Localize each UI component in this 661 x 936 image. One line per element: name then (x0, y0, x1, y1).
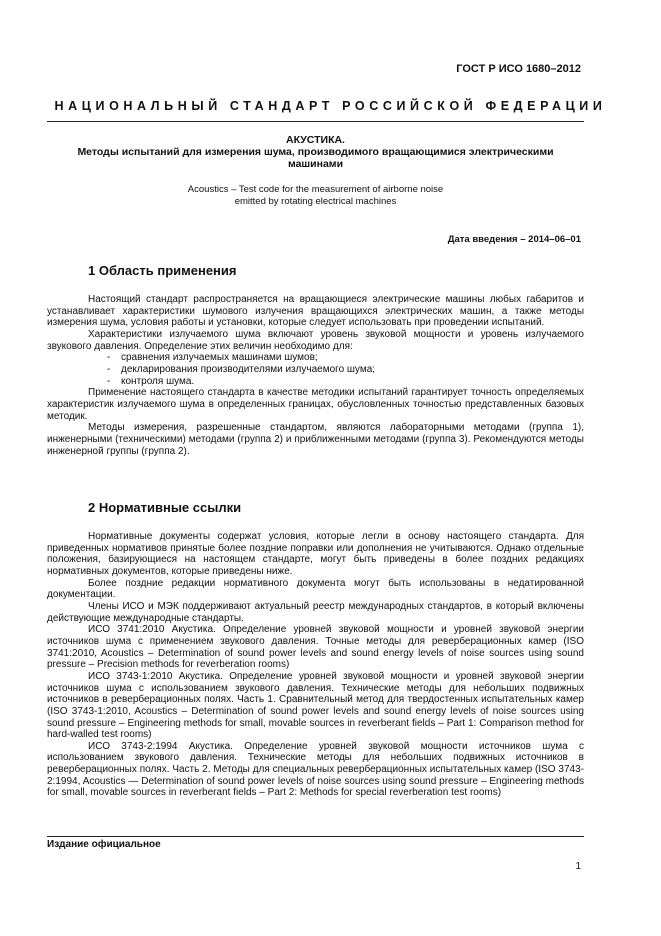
title-en-line1: Acoustics – Test code for the measurement of airborne noise (187, 184, 444, 195)
paragraph: Более поздние редакции нормативного документа могут быть использованы в недатированной документации. (47, 577, 584, 601)
section-1-heading: 1 Область применения (88, 263, 237, 278)
bottom-divider (47, 836, 584, 837)
section-2-body (47, 531, 584, 799)
paragraph: Методы измерения, разрешенные стандартом, являются лабораторными методами (группа 1), инженерными (техническими) методами (группа 2) и приближенными методами (группа 3). Рекомендуются методы инженерной группы (группа 2). (47, 422, 584, 457)
list-item (47, 376, 584, 388)
list-item (47, 352, 584, 364)
paragraph: Характеристики излучаемого шума включают уровень звуковой мощности и уровень излучаемого звукового давления. Определение этих величин необходимо для: (47, 328, 584, 352)
title-ru-line3: машинами (287, 158, 344, 170)
bullet-marker: - (107, 375, 111, 387)
list-item-text: контроля шума. (121, 375, 195, 387)
title-en-line2: emitted by rotating electrical machines (234, 196, 397, 207)
section-1-body (47, 294, 584, 457)
official-edition-label: Издание официальное (47, 839, 161, 850)
paragraph: Настоящий стандарт распространяется на вращающиеся электрические машины любых габаритов и устанавливает характеристики шумового излучения вращающихся электрических машин, а также методы измерения шума, условия работы и установки, которые следует использовать при проведении испытаний. (47, 294, 584, 329)
bullet-marker: - (107, 352, 111, 364)
document-title (47, 134, 584, 170)
bullet-marker: - (107, 363, 111, 375)
title-english (47, 184, 584, 208)
list-item (47, 364, 584, 376)
introduction-date: Дата введения – 2014–06–01 (447, 234, 581, 245)
reference-iso-3743-1: ИСО 3743-1:2010 Акустика. Определение уровней звуковой мощности и уровней звуковой энергии источников шума с использованием звукового давления. Технические методы для небольших подвижных источников в реверберационных полях. Часть 1. Сравнительный метод для твердостенных испытательных камер (ISO 3743-1:2010, Acoustics – Determination of sound power levels and sound energy levels of noise sources using sound pressure – Engineering methods for small, movable sources in reverberant fields – Part 1: Comparison method for hard-walled test rooms) (47, 670, 584, 741)
section-2-heading: 2 Нормативные ссылки (88, 500, 242, 515)
reference-iso-3741: ИСО 3741:2010 Акустика. Определение уровней звуковой мощности и уровней звуковой энергии источников шума с применением звукового давления. Точные методы для реверберационных камер (ISO 3741:2010, Acoustics – Determination of sound power levels and sound energy levels of noise sources using sound pressure – Precision methods for reverberation rooms) (47, 624, 584, 671)
title-ru-line2: Методы испытаний для измерения шума, производимого вращающимися электрическими (77, 146, 554, 158)
page-number: 1 (575, 861, 581, 872)
paragraph: Применение настоящего стандарта в качестве методики испытаний гарантирует точность определяемых характеристик излучаемого шума в определенных границах, обусловленных точностью представленных базовых методик. (47, 387, 584, 422)
top-divider (47, 121, 584, 122)
reference-iso-3743-2: ИСО 3743-2:1994 Акустика. Определение уровней звуковой мощности источников шума с использованием звукового давления. Технические методы для небольших подвижных источников в реверберационных полях. Часть 2. Методы для специальных реверберационных испытательных камер (ISO 3743-2:1994, Acoustics — Determination of sound power levels of noise sources using sound pressure – Engineering methods for small, movable sources in reverberant fields – Part 2: Methods for special reverberation test rooms) (47, 740, 584, 799)
standard-number: ГОСТ Р ИСО 1680–2012 (456, 63, 581, 75)
paragraph: Члены ИСО и МЭК поддерживают актуальный реестр международных стандартов, в который включены действующие международные стандарты. (47, 600, 584, 624)
list-item-text: декларирования производителями излучаемого шума; (121, 363, 376, 375)
national-standard-title: НАЦИОНАЛЬНЫЙ СТАНДАРТ РОССИЙСКОЙ ФЕДЕРАЦИИ (54, 99, 607, 113)
title-ru-line1: АКУСТИКА. (286, 134, 345, 146)
paragraph: Нормативные документы содержат условия, которые легли в основу настоящего стандарта. Для приведенных нормативов принятые более поздние поправки или дополнения не учитываются. Однако отдельные положения, базирующиеся на настоящем стандарте, могут быть приведены в более поздних редакциях нормативных документов, которые приведены ниже. (47, 531, 584, 577)
list-item-text: сравнения излучаемых машинами шумов; (121, 352, 318, 364)
